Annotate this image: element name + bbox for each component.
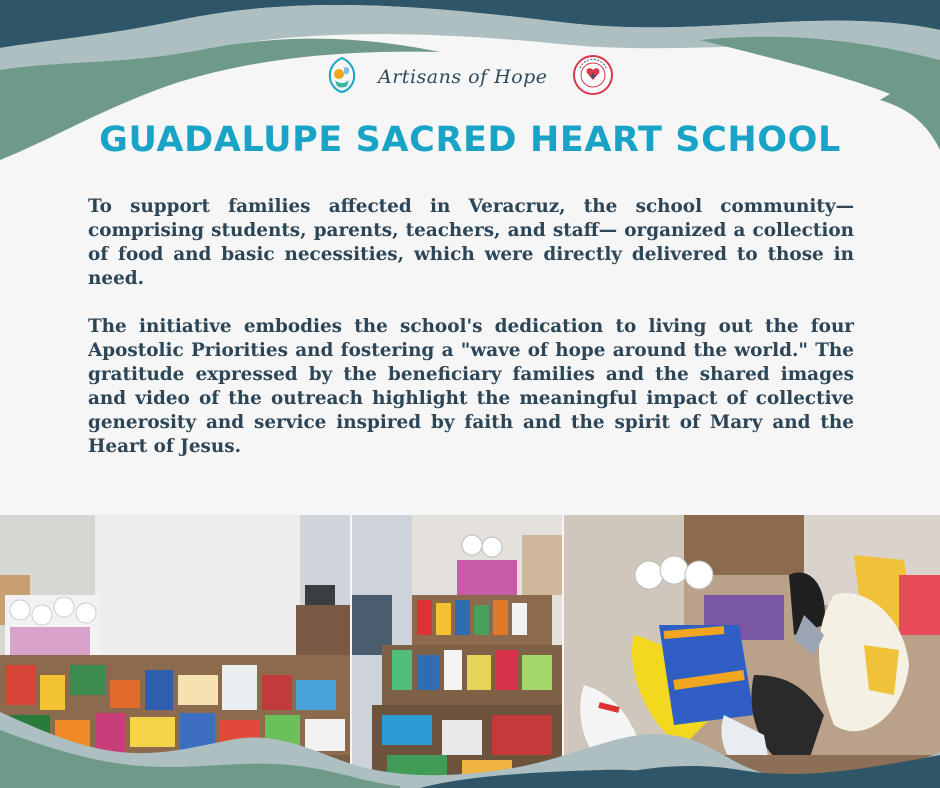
school-seal-icon (572, 54, 614, 96)
header (0, 52, 940, 102)
donations-table-photo (352, 515, 562, 788)
body-text (88, 195, 854, 483)
photo-strip (0, 515, 940, 788)
donations-room-photo (0, 515, 350, 788)
paragraph-initiative: The initiative embodies the school's dedication to living out the four Apostolic Priorities and fostering a "wave of hope around the world." The gratitude expressed by the beneficiary families and the shared images and video of the outreach highlight the meaningful impact of collective generosity and service inspired by faith and the spirit of Mary and the Heart of Jesus. (88, 316, 854, 457)
paragraph-intro: To support families affected in Veracruz, the school community—comprising students, parents, teachers, and staff— organized a collection of food and basic necessities, which were directly delivered to those in need. (88, 196, 854, 289)
brand-name: Artisans of Hope (378, 66, 548, 88)
page-title: GUADALUPE SACRED HEART SCHOOL (99, 120, 841, 160)
hope-hands-icon (325, 56, 359, 94)
donation-bags-photo (564, 515, 940, 788)
